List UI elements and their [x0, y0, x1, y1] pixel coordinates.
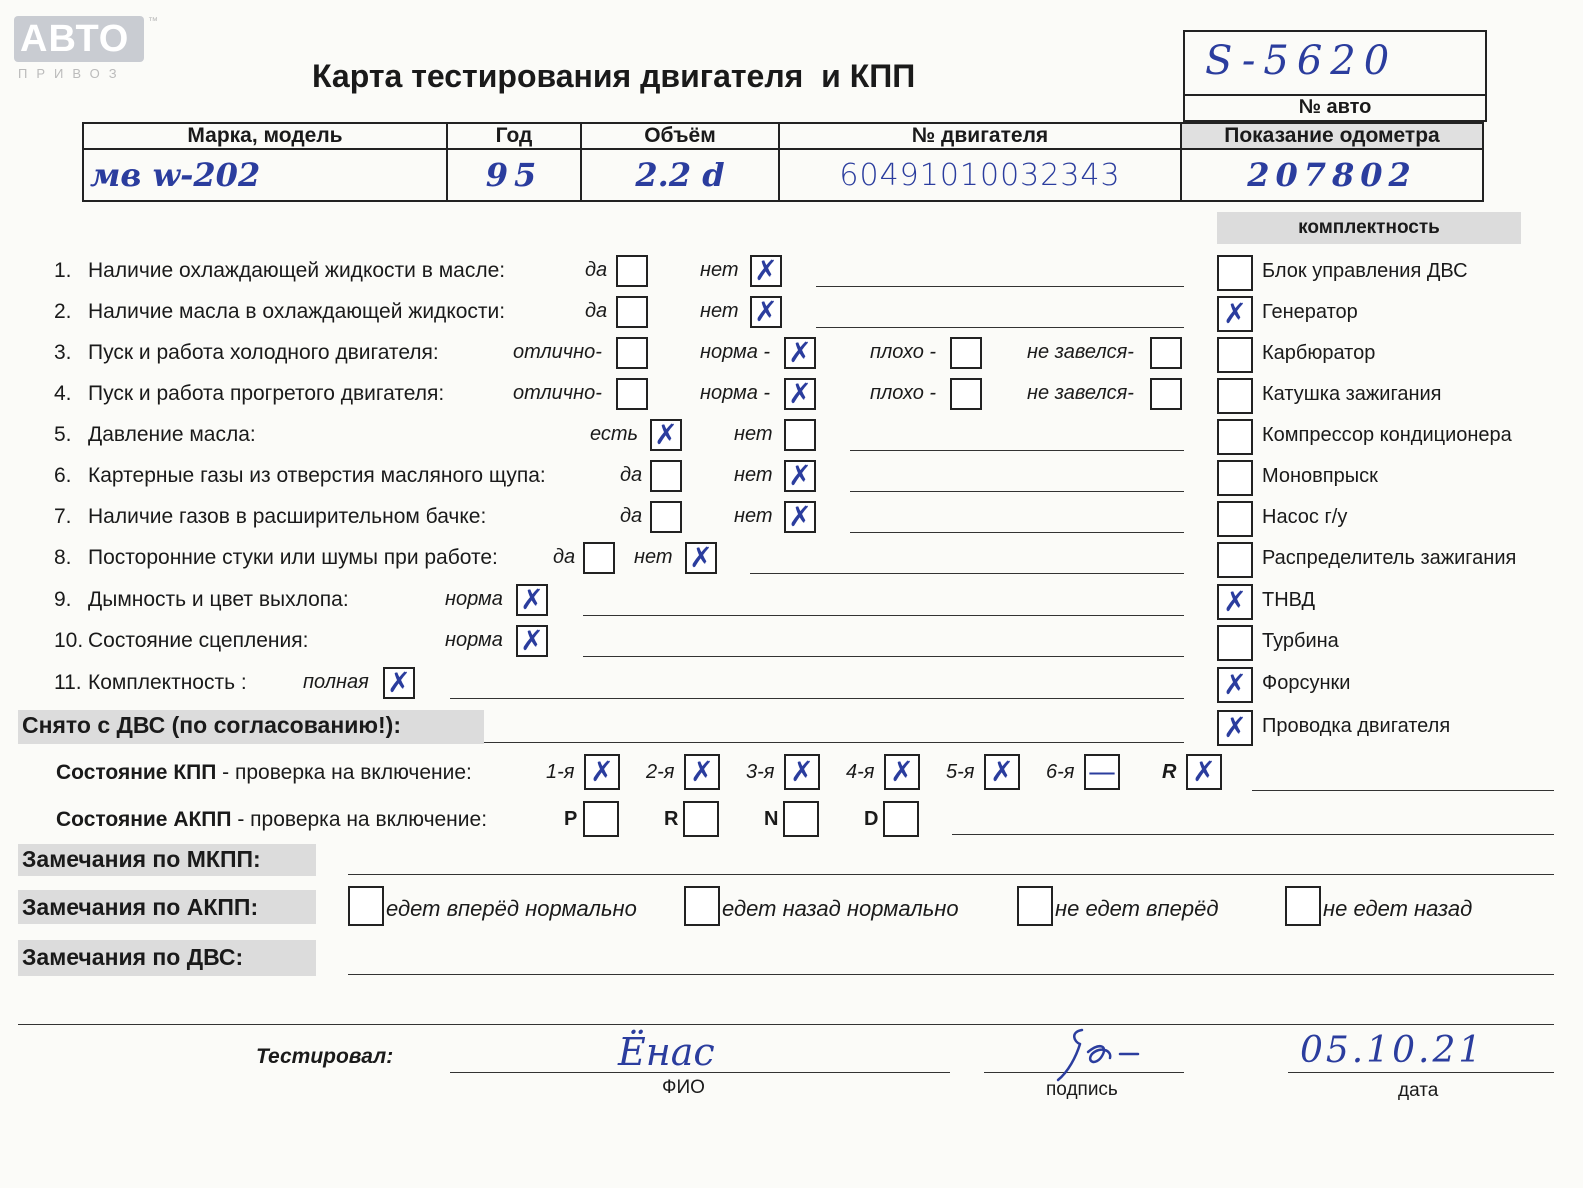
engine-number-value: 60491010032343	[839, 157, 1121, 193]
completeness-checkbox[interactable]	[1217, 460, 1253, 496]
date-caption: дата	[1398, 1080, 1439, 1101]
cell-year	[447, 149, 581, 201]
gear-checkbox-mark: —	[1088, 755, 1116, 788]
akpp-remark-label: не едет вперёд	[1055, 896, 1219, 921]
akpp-remark-label: едет назад нормально	[722, 896, 959, 921]
akpp-gear-checkbox[interactable]	[683, 801, 719, 837]
completeness-item-label: Форсунки	[1262, 672, 1351, 694]
question-text: Состояние сцепления:	[88, 629, 309, 652]
option-checkbox[interactable]	[616, 337, 648, 369]
kpp-line	[1252, 790, 1554, 791]
gear-checkbox-mark: ✗	[590, 755, 614, 788]
model-value: мв w-202	[90, 156, 261, 194]
option-checkbox[interactable]	[950, 337, 982, 369]
col-header-volume: Объём	[581, 123, 779, 149]
question-text: Дымность и цвет выхлопа:	[88, 588, 349, 611]
completeness-checkbox[interactable]	[1217, 337, 1253, 373]
answer-line	[583, 656, 1184, 657]
option-checkbox-mark: ✗	[754, 295, 778, 328]
akpp-line	[952, 834, 1554, 835]
col-header-engine-number: № двигателя	[779, 123, 1181, 149]
completeness-item-label: Насос г/у	[1262, 506, 1348, 528]
option-label: нет	[700, 259, 739, 281]
completeness-checkbox[interactable]	[1217, 542, 1253, 578]
akpp-gear-checkbox[interactable]	[583, 801, 619, 837]
akpp-label: Состояние АКПП - проверка на включение:	[56, 808, 488, 831]
completeness-checkbox[interactable]	[1217, 710, 1253, 746]
completeness-checkbox[interactable]	[1217, 501, 1253, 537]
option-checkbox[interactable]	[650, 460, 682, 492]
question-text: Давление масла:	[88, 423, 256, 446]
completeness-checkbox[interactable]	[1217, 667, 1253, 703]
removed-label: Снято с ДВС (по согласованию!):	[22, 712, 401, 738]
question-text: Пуск и работа холодного двигателя:	[88, 341, 439, 364]
akpp-remark-checkbox[interactable]	[1285, 886, 1321, 926]
question-number: 11.	[54, 671, 82, 694]
option-label: норма	[445, 588, 503, 610]
gear-label: 2-я	[646, 761, 675, 783]
option-checkbox[interactable]	[784, 337, 816, 369]
option-label: да	[585, 259, 608, 281]
question-text: Наличие охлаждающей жидкости в масле:	[88, 259, 506, 282]
option-checkbox-mark: ✗	[654, 418, 678, 451]
option-label: нет	[634, 546, 673, 568]
auto-number-label: № авто	[1298, 96, 1372, 118]
akpp-gear-checkbox[interactable]	[783, 801, 819, 837]
option-label: полная	[303, 671, 369, 693]
completeness-checkbox-mark: ✗	[1223, 585, 1247, 618]
completeness-item-label: Турбина	[1262, 630, 1339, 652]
odometer-value: 207802	[1247, 156, 1417, 194]
page-title: Карта тестирования двигателя и КПП	[312, 58, 916, 94]
answer-line	[750, 573, 1184, 574]
gear-label: 3-я	[746, 761, 775, 783]
gear-checkbox[interactable]	[584, 754, 620, 790]
answer-line	[816, 286, 1184, 287]
option-label: норма -	[700, 341, 771, 363]
option-label: да	[620, 505, 643, 527]
option-checkbox[interactable]	[685, 542, 717, 574]
answer-line	[816, 327, 1184, 328]
completeness-item-label: ТНВД	[1262, 589, 1316, 611]
remarks-akpp-label: Замечания по АКПП:	[22, 894, 259, 920]
logo-tm: ™	[148, 16, 158, 27]
option-label: да	[585, 300, 608, 322]
answer-line	[850, 491, 1184, 492]
cell-volume	[581, 149, 779, 201]
question-number: 8.	[54, 546, 72, 569]
gear-checkbox-mark: ✗	[690, 755, 714, 788]
akpp-gear-label: N	[764, 808, 779, 830]
gear-checkbox[interactable]	[1186, 754, 1222, 790]
option-checkbox-mark: ✗	[788, 336, 812, 369]
question-number: 9.	[54, 588, 72, 611]
completeness-checkbox[interactable]	[1217, 625, 1253, 661]
option-label: норма -	[700, 382, 771, 404]
option-checkbox-mark: ✗	[788, 377, 812, 410]
question-number: 7.	[54, 505, 72, 528]
question-number: 5.	[54, 423, 72, 446]
akpp-remark-checkbox[interactable]	[348, 886, 384, 926]
option-checkbox[interactable]	[650, 501, 682, 533]
option-label: да	[553, 546, 576, 568]
tested-label: Тестировал:	[256, 1045, 394, 1068]
option-checkbox[interactable]	[583, 542, 615, 574]
question-number: 6.	[54, 464, 72, 487]
gear-checkbox[interactable]	[684, 754, 720, 790]
answer-line	[850, 450, 1184, 451]
option-checkbox[interactable]	[650, 419, 682, 451]
option-label: есть	[590, 423, 639, 445]
akpp-remark-checkbox[interactable]	[684, 886, 720, 926]
completeness-checkbox[interactable]	[1217, 255, 1253, 291]
completeness-item-label: Распределитель зажигания	[1262, 547, 1517, 569]
completeness-checkbox[interactable]	[1217, 296, 1253, 332]
test-date: 05.10.21	[1300, 1030, 1485, 1071]
option-checkbox[interactable]	[784, 460, 816, 492]
kpp-label: Состояние КПП - проверка на включение:	[56, 761, 472, 784]
auto-number-box	[1183, 30, 1487, 122]
option-label: плохо -	[870, 341, 937, 363]
completeness-item-label: Карбюратор	[1262, 342, 1376, 364]
question-text: Посторонние стуки или шумы при работе:	[88, 546, 498, 569]
cell-engine-number	[779, 149, 1181, 201]
option-checkbox-mark: ✗	[754, 254, 778, 287]
completeness-heading: комплектность	[1298, 217, 1440, 238]
cell-odometer	[1181, 149, 1483, 201]
option-checkbox[interactable]	[383, 667, 415, 699]
volume-value: 2.2 d	[635, 156, 725, 194]
option-label: нет	[700, 300, 739, 322]
option-checkbox[interactable]	[750, 296, 782, 328]
completeness-item-label: Катушка зажигания	[1262, 383, 1442, 405]
gear-label: 4-я	[846, 761, 875, 783]
option-checkbox[interactable]	[750, 255, 782, 287]
auto-number-value: S-5620	[1205, 38, 1398, 84]
option-label: нет	[734, 505, 773, 527]
completeness-item-label: Блок управления ДВС	[1262, 260, 1468, 282]
question-number: 1.	[54, 259, 72, 282]
option-label: не завелся-	[1027, 382, 1134, 404]
remarks-dvs-label: Замечания по ДВС:	[22, 944, 244, 970]
option-checkbox[interactable]	[1150, 337, 1182, 369]
gear-checkbox-mark: ✗	[990, 755, 1014, 788]
gear-checkbox[interactable]	[984, 754, 1020, 790]
completeness-checkbox-mark: ✗	[1223, 711, 1247, 744]
gear-label: R	[1162, 761, 1177, 783]
completeness-checkbox[interactable]	[1217, 378, 1253, 414]
option-checkbox[interactable]	[516, 584, 548, 616]
gear-label: 6-я	[1046, 761, 1075, 783]
option-checkbox[interactable]	[616, 255, 648, 287]
option-label: не завелся-	[1027, 341, 1134, 363]
option-checkbox[interactable]	[616, 296, 648, 328]
option-checkbox-mark: ✗	[788, 500, 812, 533]
removed-line	[484, 742, 1184, 743]
option-label: да	[620, 464, 643, 486]
date-line	[1288, 1072, 1554, 1073]
gear-label: 1-я	[546, 761, 575, 783]
completeness-checkbox-mark: ✗	[1223, 297, 1247, 330]
signature-caption: подпись	[1046, 1079, 1118, 1100]
remarks-dvs-line	[348, 974, 1554, 975]
option-label: отлично-	[513, 382, 602, 404]
completeness-item-label: Проводка двигателя	[1262, 715, 1451, 737]
akpp-remark-checkbox[interactable]	[1017, 886, 1053, 926]
option-checkbox[interactable]	[516, 625, 548, 657]
completeness-item-label: Генератор	[1262, 301, 1358, 323]
col-header-model: Марка, модель	[83, 123, 447, 149]
name-caption: ФИО	[662, 1077, 705, 1098]
option-label: нет	[734, 423, 773, 445]
option-checkbox[interactable]	[950, 378, 982, 410]
remarks-mkpp-label: Замечания по МКПП:	[22, 846, 261, 872]
gear-checkbox-mark: ✗	[790, 755, 814, 788]
option-label: отлично-	[513, 341, 602, 363]
question-text: Комплектность :	[88, 671, 247, 694]
option-checkbox-mark: ✗	[520, 624, 544, 657]
logo	[14, 16, 158, 81]
option-label: нет	[734, 464, 773, 486]
remarks-mkpp-line	[348, 874, 1554, 875]
option-checkbox[interactable]	[616, 378, 648, 410]
col-header-year: Год	[447, 123, 581, 149]
option-checkbox-mark: ✗	[788, 459, 812, 492]
option-checkbox[interactable]	[1150, 378, 1182, 410]
completeness-checkbox-mark: ✗	[1223, 668, 1247, 701]
answer-line	[450, 698, 1184, 699]
question-text: Пуск и работа прогретого двигателя:	[88, 382, 445, 405]
bottom-divider	[18, 1024, 1554, 1025]
akpp-gear-label: P	[564, 808, 578, 830]
question-number: 4.	[54, 382, 72, 405]
question-text: Картерные газы из отверстия масляного щупа:	[88, 464, 546, 487]
question-number: 10.	[54, 629, 84, 652]
option-checkbox-mark: ✗	[387, 666, 411, 699]
cell-model	[83, 149, 447, 201]
tester-name: Ёнас	[618, 1030, 715, 1074]
option-checkbox-mark: ✗	[689, 541, 713, 574]
completeness-item-label: Компрессор кондиционера	[1262, 424, 1512, 446]
completeness-checkbox[interactable]	[1217, 419, 1253, 455]
completeness-checkbox[interactable]	[1217, 584, 1253, 620]
question-number: 2.	[54, 300, 72, 323]
gear-checkbox-mark: ✗	[1192, 755, 1216, 788]
option-checkbox[interactable]	[784, 419, 816, 451]
akpp-remark-label: едет вперёд нормально	[386, 896, 637, 921]
logo-main-text: АВТО	[20, 18, 130, 60]
option-checkbox-mark: ✗	[520, 583, 544, 616]
gear-checkbox[interactable]	[884, 754, 920, 790]
vehicle-info-table	[82, 122, 1484, 202]
gear-checkbox[interactable]	[1084, 754, 1120, 790]
year-value: 95	[485, 156, 543, 194]
gear-checkbox-mark: ✗	[890, 755, 914, 788]
option-label: плохо -	[870, 382, 937, 404]
logo-sub-text: ПРИВОЗ	[18, 66, 126, 81]
completeness-item-label: Моновпрыск	[1262, 465, 1378, 487]
option-checkbox[interactable]	[784, 378, 816, 410]
akpp-gear-label: R	[664, 808, 679, 830]
col-header-odometer: Показание одометра	[1181, 123, 1483, 149]
option-checkbox[interactable]	[784, 501, 816, 533]
akpp-gear-label: D	[864, 808, 879, 830]
gear-checkbox[interactable]	[784, 754, 820, 790]
gear-label: 5-я	[946, 761, 975, 783]
question-text: Наличие газов в расширительном бачке:	[88, 505, 487, 528]
akpp-gear-checkbox[interactable]	[883, 801, 919, 837]
question-text: Наличие масла в охлаждающей жидкости:	[88, 300, 506, 323]
akpp-remark-label: не едет назад	[1323, 896, 1473, 921]
option-label: норма	[445, 629, 503, 651]
answer-line	[850, 532, 1184, 533]
question-number: 3.	[54, 341, 72, 364]
answer-line	[583, 615, 1184, 616]
